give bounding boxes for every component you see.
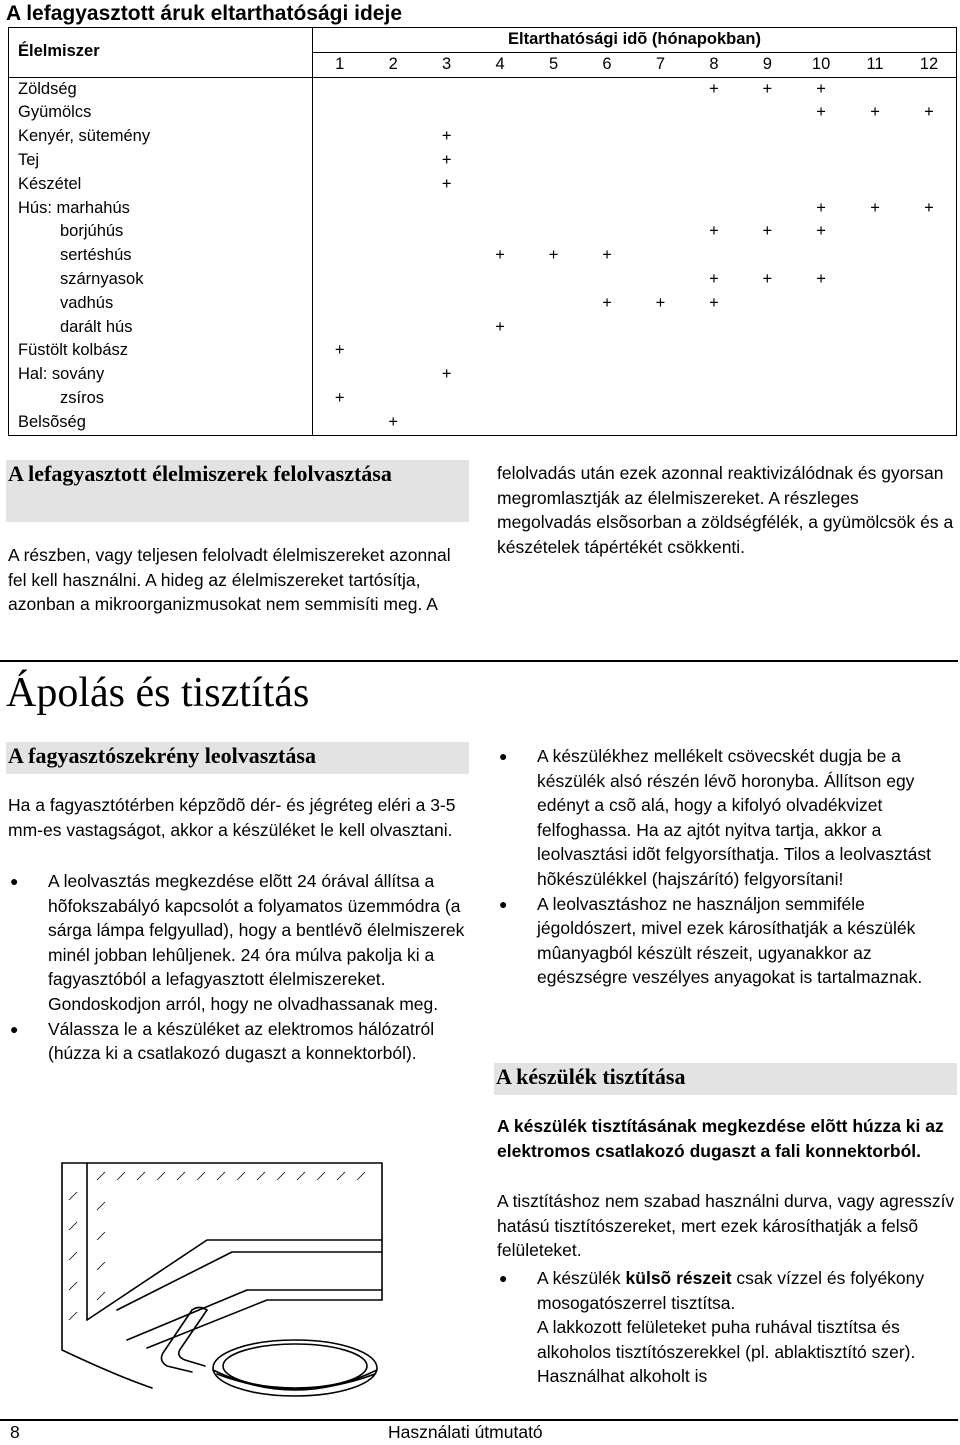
cleaning-paragraph: A tisztításhoz nem szabad használni durva, vagy agresszív hatású tisztítószereket, mert ezek károsíthatják a felsõ felületeket. <box>497 1191 955 1261</box>
table-row <box>9 244 957 268</box>
table-cell <box>420 292 473 316</box>
table-cell <box>527 316 580 340</box>
table-cell <box>687 173 740 197</box>
table-cell <box>741 411 794 435</box>
cleaning-warning: A készülék tisztításának megkezdése elõtt húzza ki az elektromos csatlakozó dugaszt a fali konnektorból. <box>497 1116 944 1161</box>
table-cell <box>313 125 367 149</box>
table-cell <box>848 316 902 340</box>
defrost-steps-list <box>8 869 470 1066</box>
food-label: szárnyasok <box>9 268 313 292</box>
table-cell <box>687 339 740 363</box>
table-cell: + <box>816 269 826 288</box>
month-header: 12 <box>902 52 957 77</box>
table-cell <box>473 268 526 292</box>
food-label: Kenyér, sütemény <box>9 125 313 149</box>
table-cell <box>687 363 740 387</box>
table-cell <box>634 149 687 173</box>
food-label: Füstölt kolbász <box>9 339 313 363</box>
table-row <box>9 149 957 173</box>
defrost-steps-list-continued <box>497 744 957 990</box>
month-header: 9 <box>741 52 794 77</box>
table-cell <box>366 173 419 197</box>
table-cell <box>634 197 687 221</box>
table-cell <box>741 197 794 221</box>
table-cell: + <box>441 127 452 146</box>
table-cell <box>580 125 633 149</box>
table-cell <box>687 316 740 340</box>
table-cell <box>527 411 580 435</box>
month-header: 2 <box>366 52 419 77</box>
defrost-heading: A fagyasztószekrény leolvasztása <box>6 742 469 774</box>
table-cell <box>741 316 794 340</box>
table-cell <box>794 149 848 173</box>
table-cell <box>580 77 633 101</box>
table-cell <box>420 77 473 101</box>
table-cell <box>580 411 633 435</box>
table-cell <box>794 363 848 387</box>
table-cell <box>527 77 580 101</box>
table-cell: + <box>709 269 719 288</box>
food-label: Belsõség <box>9 411 313 435</box>
thaw-paragraph-2: felolvadás után ezek azonnal reaktivizálódnak és gyorsan megromlasztják az élelmiszereket. A részleges megolvadás elsõsorban a zöldségfélék, a gyümölcsök és a készételek tápértékét csökkenti. <box>497 463 954 557</box>
table-cell <box>366 220 419 244</box>
table-cell <box>313 268 367 292</box>
table-cell <box>527 339 580 363</box>
list-item: ● A leolvasztás megkezdése elõtt 24 órával állítsa a hõfokszabályó kapcsolót a folyamatos üzemmódra (a sárga lámpa felgyullad), hogy a bentlévõ élelmiszerek minél jobban lehûljenek. 24 óra múlva pakolja ki a fagyasztóból a lefagyasztott élelmiszereket. Gondoskodjon arról, hogy ne olvadhassanak meg. <box>10 871 465 1014</box>
table-cell <box>741 149 794 173</box>
food-label: Zöldség <box>9 77 313 101</box>
bullet-icon: ● <box>10 1020 19 1037</box>
table-cell: + <box>602 246 612 265</box>
table-cell <box>580 387 633 411</box>
table-cell <box>848 387 902 411</box>
table-cell <box>313 101 367 125</box>
table-cell: + <box>709 79 719 98</box>
table-cell <box>741 292 794 316</box>
table-cell: + <box>816 222 826 241</box>
table-cell: + <box>924 198 934 217</box>
food-label: Hal: sovány <box>9 363 313 387</box>
table-cell <box>634 244 687 268</box>
table-cell <box>634 125 687 149</box>
table-cell <box>580 149 633 173</box>
table-cell <box>527 197 580 221</box>
table-cell <box>848 244 902 268</box>
list-item: ● Válassza le a készüléket az elektromos hálózatról (húzza ki a csatlakozó dugaszt a konnektorból). <box>10 1018 435 1064</box>
table-cell <box>794 173 848 197</box>
table-row <box>9 220 957 244</box>
food-label: darált hús <box>9 316 313 340</box>
thaw-paragraph-1: A részben, vagy teljesen felolvadt élelmiszereket azonnal fel kell használni. A hideg az élelmiszereket tartósítja, azonban a mikroorganizmusokat nem semmisíti meg. A <box>8 545 451 615</box>
table-cell <box>902 387 957 411</box>
table-cell: + <box>388 412 399 431</box>
table-cell <box>794 387 848 411</box>
table-cell: + <box>495 317 505 336</box>
table-cell: + <box>816 103 826 122</box>
table-cell: + <box>548 246 559 265</box>
cleaning-heading: A készülék tisztítása <box>494 1063 957 1095</box>
table-cell <box>580 220 633 244</box>
table-cell <box>902 292 957 316</box>
table-row <box>9 77 957 101</box>
footer-text: Használati útmutató <box>388 1422 543 1442</box>
table-cell: + <box>441 174 452 193</box>
table-cell <box>580 363 633 387</box>
table-cell <box>420 387 473 411</box>
month-header: 7 <box>634 52 687 77</box>
table-cell <box>634 77 687 101</box>
table-cell <box>848 173 902 197</box>
table-cell: + <box>762 222 773 241</box>
table-cell <box>420 244 473 268</box>
month-header: 6 <box>580 52 633 77</box>
table-cell <box>313 173 367 197</box>
food-label: Készétel <box>9 173 313 197</box>
table-cell <box>473 387 526 411</box>
table-cell <box>902 173 957 197</box>
table-cell <box>527 292 580 316</box>
table-cell <box>313 244 367 268</box>
table-cell <box>580 173 633 197</box>
table-row <box>9 292 957 316</box>
table-cell <box>741 363 794 387</box>
table-cell <box>366 339 419 363</box>
section-title: Ápolás és tisztítás <box>6 670 310 716</box>
table-cell: + <box>655 293 666 312</box>
food-label: sertéshús <box>9 244 313 268</box>
duration-header: Eltarthatósági idõ (hónapokban) <box>313 28 957 53</box>
table-cell <box>687 387 740 411</box>
table-cell <box>527 101 580 125</box>
table-cell <box>902 411 957 435</box>
table-cell <box>580 101 633 125</box>
table-cell <box>580 316 633 340</box>
food-column-header: Élelmiszer <box>9 28 313 78</box>
table-cell <box>366 125 419 149</box>
table-cell: + <box>334 388 345 407</box>
table-cell <box>313 316 367 340</box>
table-cell <box>313 363 367 387</box>
table-cell <box>687 149 740 173</box>
bullet-icon: ● <box>499 748 508 764</box>
table-cell <box>366 244 419 268</box>
month-header: 5 <box>527 52 580 77</box>
table-cell <box>741 339 794 363</box>
table-cell <box>473 197 526 221</box>
table-cell <box>687 101 740 125</box>
table-cell <box>420 101 473 125</box>
table-cell <box>580 197 633 221</box>
table-cell <box>473 220 526 244</box>
table-row <box>9 197 957 221</box>
table-row <box>9 173 957 197</box>
table-cell <box>366 268 419 292</box>
table-cell: + <box>762 269 773 288</box>
table-cell <box>473 411 526 435</box>
table-cell <box>634 101 687 125</box>
table-cell: + <box>924 103 934 122</box>
table-cell <box>473 173 526 197</box>
table-cell <box>313 220 367 244</box>
table-cell <box>634 411 687 435</box>
table-row <box>9 387 957 411</box>
table-cell <box>794 316 848 340</box>
food-label: zsíros <box>9 387 313 411</box>
table-cell <box>527 149 580 173</box>
storage-time-table <box>8 27 957 436</box>
table-row <box>9 316 957 340</box>
table-cell <box>848 220 902 244</box>
table-cell <box>420 411 473 435</box>
table-cell <box>366 363 419 387</box>
defrost-intro: Ha a fagyasztótérben képzõdõ dér- és jégréteg eléri a 3-5 mm-es vastagságot, akkor a készüléket le kell olvasztani. <box>8 795 456 840</box>
table-cell <box>420 316 473 340</box>
table-cell <box>741 173 794 197</box>
table-cell <box>313 149 367 173</box>
month-header: 3 <box>420 52 473 77</box>
table-cell <box>527 363 580 387</box>
table-cell <box>473 149 526 173</box>
food-label: Hús: marhahús <box>9 197 313 221</box>
table-cell <box>687 125 740 149</box>
table-cell: + <box>870 198 880 217</box>
month-header: 10 <box>794 52 848 77</box>
page-number: 8 <box>10 1422 20 1442</box>
table-cell <box>366 292 419 316</box>
table-cell <box>902 244 957 268</box>
table-cell: + <box>441 365 452 384</box>
table-cell <box>366 197 419 221</box>
bullet-icon: ● <box>499 895 508 912</box>
table-cell <box>848 77 902 101</box>
table-cell <box>634 387 687 411</box>
table-cell <box>848 411 902 435</box>
table-header-row <box>9 28 957 53</box>
table-cell <box>473 125 526 149</box>
table-cell <box>848 149 902 173</box>
table-cell <box>902 77 957 101</box>
table-cell <box>741 387 794 411</box>
table-cell: + <box>762 79 773 98</box>
list-item: ● A készülék külsõ részeit csak vízzel és folyékony mosogatószerrel tisztítsa. A lakkozott felületeket puha ruhával tisztítsa és alkoholos tisztítószerekkel (pl. ablaktisztító szer). Használhat alkoholt is <box>499 1268 925 1387</box>
table-cell <box>902 363 957 387</box>
table-cell <box>420 268 473 292</box>
food-label: borjúhús <box>9 220 313 244</box>
table-cell <box>634 363 687 387</box>
section-divider <box>0 660 958 662</box>
table-cell <box>634 173 687 197</box>
table-cell <box>366 101 419 125</box>
table-cell <box>527 220 580 244</box>
month-header: 4 <box>473 52 526 77</box>
table-cell <box>527 173 580 197</box>
table-cell <box>473 363 526 387</box>
month-header: 11 <box>848 52 902 77</box>
table-row <box>9 101 957 125</box>
table-cell: + <box>816 79 826 98</box>
table-cell <box>420 197 473 221</box>
table-cell: + <box>602 293 612 312</box>
table-cell <box>313 197 367 221</box>
table-cell: + <box>709 222 719 241</box>
table-title: A lefagyasztott áruk eltarthatósági ideje <box>6 2 402 25</box>
table-cell: + <box>816 198 826 217</box>
table-cell <box>473 101 526 125</box>
table-cell <box>473 292 526 316</box>
table-cell <box>473 339 526 363</box>
table-cell <box>366 387 419 411</box>
defrost-drain-illustration <box>57 1160 387 1400</box>
table-cell <box>634 316 687 340</box>
table-cell <box>848 125 902 149</box>
list-item: ● A leolvasztáshoz ne használjon semmiféle jégoldószert, mivel ezek károsíthatják a készülék mûanyagból készült részeit, ugyanakkor az egészségre veszélyes anyagokat is tartalmaznak. <box>499 893 923 988</box>
table-cell <box>848 363 902 387</box>
table-cell: + <box>334 341 345 360</box>
table-cell <box>902 125 957 149</box>
table-cell <box>848 268 902 292</box>
table-cell <box>902 268 957 292</box>
table-cell <box>634 339 687 363</box>
table-cell <box>794 411 848 435</box>
table-cell <box>313 411 367 435</box>
table-row <box>9 268 957 292</box>
table-cell <box>527 387 580 411</box>
table-row <box>9 339 957 363</box>
table-cell <box>794 125 848 149</box>
food-label: Gyümölcs <box>9 101 313 125</box>
table-row <box>9 125 957 149</box>
bullet-icon: ● <box>10 873 19 889</box>
table-cell <box>687 197 740 221</box>
table-cell <box>313 77 367 101</box>
table-cell: + <box>709 293 719 312</box>
table-cell <box>580 268 633 292</box>
table-cell <box>902 149 957 173</box>
table-cell <box>794 292 848 316</box>
table-cell <box>687 244 740 268</box>
table-row <box>9 411 957 435</box>
table-cell <box>902 220 957 244</box>
table-cell <box>527 125 580 149</box>
table-cell <box>902 339 957 363</box>
table-cell <box>366 149 419 173</box>
table-cell <box>366 316 419 340</box>
table-cell <box>741 125 794 149</box>
table-cell <box>527 268 580 292</box>
table-cell <box>741 244 794 268</box>
table-cell <box>634 268 687 292</box>
table-cell <box>794 339 848 363</box>
food-label: Tej <box>9 149 313 173</box>
table-cell <box>848 339 902 363</box>
food-label: vadhús <box>9 292 313 316</box>
table-cell <box>848 292 902 316</box>
table-cell <box>634 220 687 244</box>
table-cell <box>794 244 848 268</box>
bullet-icon: ● <box>499 1270 508 1286</box>
table-cell <box>366 77 419 101</box>
month-header: 8 <box>687 52 740 77</box>
cleaning-list <box>497 1266 957 1389</box>
table-cell: + <box>495 246 505 265</box>
table-cell <box>420 339 473 363</box>
month-header: 1 <box>313 52 367 77</box>
thaw-heading: A lefagyasztott élelmiszerek felolvasztása <box>6 460 469 522</box>
table-cell <box>473 77 526 101</box>
table-cell <box>741 101 794 125</box>
table-cell <box>902 316 957 340</box>
table-cell: + <box>441 150 452 169</box>
table-cell <box>420 220 473 244</box>
table-cell <box>580 339 633 363</box>
table-cell <box>687 411 740 435</box>
table-cell: + <box>870 103 880 122</box>
list-item: ● A készülékhez mellékelt csövecskét dugja be a készülék alsó részén lévõ horonyba. Állítson egy edényt a csõ alá, hogy a kifolyó olvadékvizet felfoghassa. Ha az ajtót nyitva tartja, akkor a leolvasztási idõt felgyorsíthatja. Tilos a leolvasztást hõkészülékkel (hajszárító) felgyorsítani! <box>499 746 931 889</box>
table-row <box>9 363 957 387</box>
table-cell <box>313 292 367 316</box>
